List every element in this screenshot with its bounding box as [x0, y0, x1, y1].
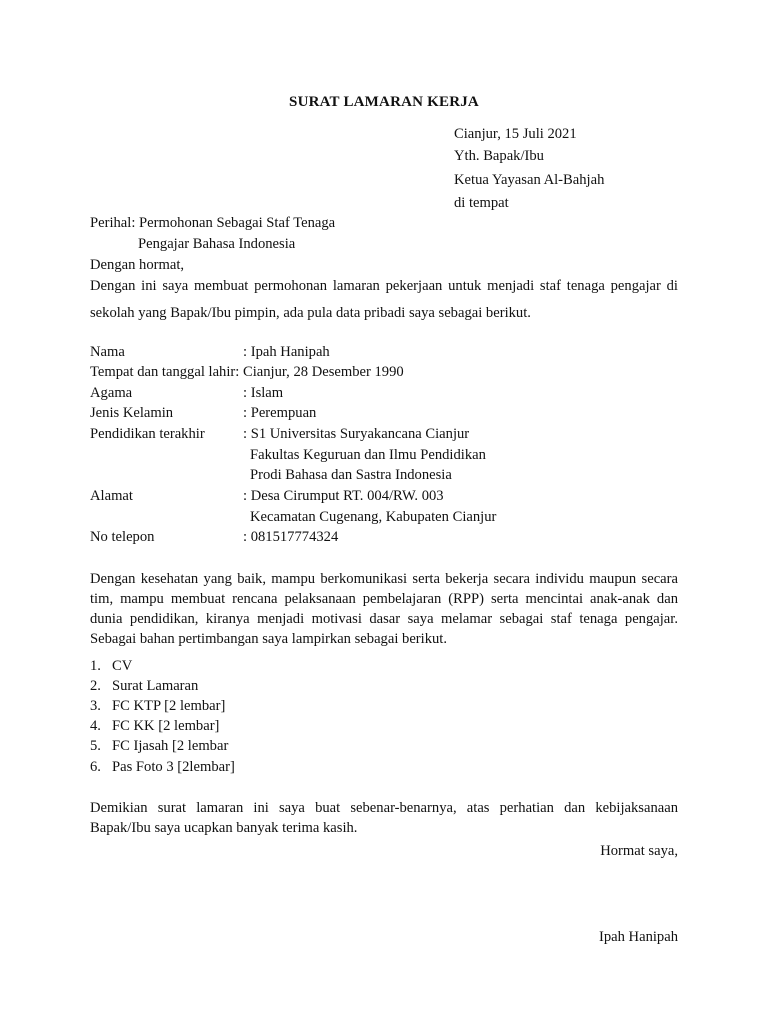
- closing-paragraph: [90, 798, 678, 838]
- letter-title: SURAT LAMARAN KERJA: [289, 94, 479, 110]
- list-item-text: Pas Foto 3 [2lembar]: [112, 759, 235, 775]
- field-name: [90, 342, 690, 362]
- list-item-number: 1.: [90, 658, 101, 674]
- field-education-label: Pendidikan terakhir: [90, 426, 205, 442]
- signature-name: Ipah Hanipah: [598, 929, 678, 945]
- list-item-number: 3.: [90, 698, 101, 714]
- list-item-number: 2.: [90, 678, 101, 694]
- list-item-number: 6.: [90, 759, 101, 775]
- field-education-value-3: Prodi Bahasa dan Sastra Indonesia: [250, 467, 452, 483]
- intro-paragraph: [90, 276, 678, 296]
- list-item: [90, 757, 235, 777]
- list-item-text: CV: [112, 658, 133, 674]
- intro-line-1: Dengan ini saya membuat permohonan lamaran pekerjaan untuk menjadi staf tenaga pengajar di: [90, 278, 678, 294]
- subject-line-1: Perihal: Permohonan Sebagai Staf Tenaga: [90, 215, 336, 231]
- recipient-location: di tempat: [454, 195, 509, 211]
- field-address: [90, 486, 690, 506]
- place-date: Cianjur, 15 Juli 2021: [454, 126, 577, 142]
- field-education-value-1: : S1 Universitas Suryakancana Cianjur: [243, 426, 470, 442]
- intro-line-2: sekolah yang Bapak/Ibu pimpin, ada pula data pribadi saya sebagai berikut.: [90, 305, 531, 321]
- list-item: [90, 736, 228, 756]
- field-education-cont-2: [90, 465, 690, 485]
- list-item: [90, 676, 198, 696]
- field-phone-value: : 081517774324: [243, 529, 339, 545]
- body-paragraph: [90, 569, 678, 649]
- field-birth-text: Tempat dan tanggal lahir: Cianjur, 28 Desember 1990: [90, 364, 404, 380]
- recipient-position: Ketua Yayasan Al-Bahjah: [454, 172, 605, 188]
- signoff: Hormat saya,: [600, 843, 678, 859]
- field-phone-label: No telepon: [90, 529, 155, 545]
- field-religion-value: : Islam: [243, 385, 284, 401]
- closing-line-1: Demikian surat lamaran ini saya buat sebenar-benarnya, atas perhatian dan kebijaksanaan: [90, 800, 678, 816]
- closing-line-2: Bapak/Ibu saya ucapkan banyak terima kasih.: [90, 820, 358, 836]
- list-item-number: 4.: [90, 718, 101, 734]
- body-line-4: Sebagai bahan pertimbangan saya lampirkan sebagai berikut.: [90, 631, 448, 647]
- field-address-cont: [90, 507, 690, 527]
- field-name-value: : Ipah Hanipah: [243, 344, 330, 360]
- list-item-text: FC KTP [2 lembar]: [112, 698, 226, 714]
- field-address-value-1: : Desa Cirumput RT. 004/RW. 003: [243, 488, 444, 504]
- field-gender-value: : Perempuan: [243, 405, 317, 421]
- recipient-salutation: Yth. Bapak/Ibu: [454, 148, 544, 164]
- list-item-number: 5.: [90, 738, 101, 754]
- list-item-text: Surat Lamaran: [112, 678, 199, 694]
- field-birth: [90, 362, 690, 382]
- field-education-value-2: Fakultas Keguruan dan Ilmu Pendidikan: [250, 447, 486, 463]
- list-item: [90, 656, 132, 676]
- list-item-text: FC KK [2 lembar]: [112, 718, 220, 734]
- list-item: [90, 696, 225, 716]
- field-address-label: Alamat: [90, 488, 133, 504]
- subject-line-2: Pengajar Bahasa Indonesia: [138, 236, 296, 252]
- field-religion: [90, 383, 690, 403]
- list-item-text: FC Ijasah [2 lembar: [112, 738, 229, 754]
- body-line-2: tim, mampu membuat rencana pelaksanaan pembelajaran (RPP) serta mencintai anak-anak dan: [90, 591, 678, 607]
- body-line-1: Dengan kesehatan yang baik, mampu berkomunikasi serta bekerja secara individu maupun secara: [90, 571, 678, 587]
- body-line-3: dunia pendidikan, kiranya menjadi motivasi dasar saya melamar sebagai staf tenaga pengajar.: [90, 611, 678, 627]
- field-education: [90, 424, 690, 444]
- field-gender-label: Jenis Kelamin: [90, 405, 174, 421]
- field-religion-label: Agama: [90, 385, 133, 401]
- field-name-label: Nama: [90, 344, 125, 360]
- list-item: [90, 716, 219, 736]
- field-address-value-2: Kecamatan Cugenang, Kabupaten Cianjur: [250, 509, 497, 525]
- field-gender: [90, 403, 690, 423]
- greeting: Dengan hormat,: [90, 257, 185, 273]
- field-education-cont-1: [90, 445, 690, 465]
- field-phone: [90, 527, 690, 547]
